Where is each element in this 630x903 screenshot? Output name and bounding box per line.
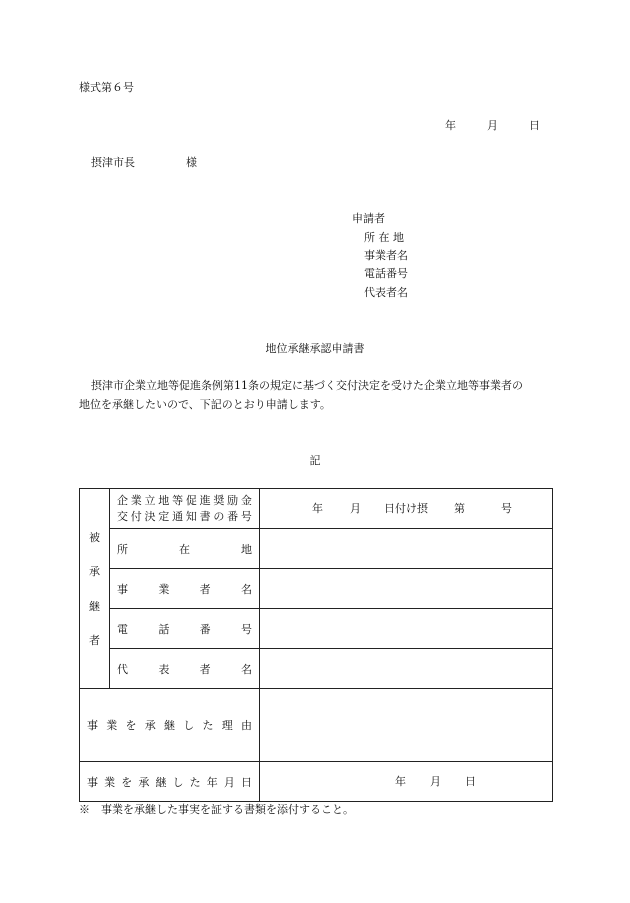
table-row: [80, 529, 553, 569]
notice-label-char: 定: [158, 509, 170, 523]
notice-label-char: 書: [199, 509, 211, 523]
rep-label-cell: [110, 649, 260, 689]
date-label-char: 承: [138, 775, 150, 789]
phone-label-cell: [110, 609, 260, 649]
table-row: [80, 649, 553, 689]
date-year: 年: [445, 119, 456, 132]
phone-input-cell[interactable]: [260, 609, 553, 649]
addressee-honorific: 様: [186, 156, 197, 169]
body-text-line2: 地位を承継したいので、下記のとおり申請します。: [79, 398, 331, 411]
business-name-input-cell[interactable]: [260, 569, 553, 609]
business-label-char: 者: [199, 582, 211, 596]
document-title: 地位承継承認申請書: [265, 342, 365, 355]
phone-label-char: 電: [117, 622, 128, 636]
notice-label-char: 促: [185, 493, 197, 507]
date-label-char: 事: [87, 775, 98, 789]
reason-label-cell: [80, 689, 260, 762]
date-day: 日: [529, 119, 540, 132]
rep-label-char: 者: [199, 662, 211, 676]
form-number: 様式第６号: [79, 81, 134, 94]
reason-label-char: を: [125, 719, 137, 732]
address-label-char: 地: [241, 542, 252, 556]
notice-label-char: 号: [240, 509, 252, 523]
notice-value-cell: [260, 489, 553, 529]
notice-label-char: 業: [130, 493, 142, 507]
table-row: [80, 489, 553, 529]
notice-month: 月: [350, 501, 361, 515]
footnote: ※ 事業を承継した事実を証する書類を添付すること。: [79, 803, 354, 816]
reason-label-char: し: [183, 719, 195, 732]
reason-label-char: 継: [164, 719, 175, 732]
business-label-char: 名: [240, 582, 252, 596]
applicant-phone-label: 電話番号: [364, 267, 408, 280]
table-row: [80, 689, 553, 762]
side-label-char: 継: [89, 599, 100, 613]
business-label-cell: [110, 569, 260, 609]
reason-label-char: 由: [241, 719, 252, 732]
phone-label: [110, 621, 259, 637]
applicant-header: 申請者: [352, 212, 385, 225]
ki-label: 記: [309, 454, 321, 467]
notice-label-char: 奨: [213, 493, 225, 507]
notice-label-char: 交: [117, 509, 128, 523]
notice-label-line1: [117, 493, 252, 509]
phone-label-char: 話: [158, 622, 170, 636]
notice-label-char: 知: [185, 509, 197, 523]
reason-label-char: 業: [106, 719, 118, 732]
notice-label-char: 番: [227, 509, 239, 523]
table-row: [80, 762, 553, 802]
addressee-name: 摂津市長: [91, 156, 135, 169]
notice-label-char: 付: [130, 509, 142, 523]
application-table: [79, 488, 553, 802]
succession-year: 年: [395, 774, 406, 788]
representative-label: [110, 661, 259, 677]
date-label-char: た: [189, 775, 201, 789]
reason-label-char: 承: [144, 719, 156, 732]
addressee: [91, 157, 197, 168]
table-row: [80, 609, 553, 649]
phone-label-char: 番: [199, 622, 211, 636]
date-label-char: し: [172, 775, 184, 789]
side-label: [80, 529, 109, 649]
side-label-cell: [80, 489, 110, 689]
date-label-char: 継: [155, 775, 167, 789]
notice-label-char: 地: [158, 493, 170, 507]
side-label-char: 被: [89, 530, 100, 544]
side-label-char: 承: [89, 565, 100, 579]
notice-label-char: 決: [144, 509, 156, 523]
notice-label-char: の: [213, 509, 225, 523]
table-row: [80, 569, 553, 609]
notice-label-cell: [110, 489, 260, 529]
reason-label-char: た: [202, 719, 214, 732]
applicant-address-label: 所 在 地: [364, 231, 404, 244]
applicant-business-name-label: 事業者名: [364, 249, 408, 262]
rep-label-char: 代: [117, 662, 128, 676]
address-input-cell[interactable]: [260, 529, 553, 569]
succession-date-label: [80, 774, 259, 790]
body-text-line1: 摂津市企業立地等促進条例第11条の規定に基づく交付決定を受けた企業立地等事業者の: [91, 379, 523, 392]
date-label-char: 年: [206, 775, 218, 789]
succession-date-cell[interactable]: [260, 762, 553, 802]
date-month: 月: [487, 119, 498, 132]
phone-label-char: 号: [240, 622, 252, 636]
business-name-label: [110, 581, 259, 597]
rep-label-char: 表: [158, 662, 170, 676]
notice-label-char: 立: [144, 493, 156, 507]
side-label-char: 者: [89, 634, 100, 648]
representative-input-cell[interactable]: [260, 649, 553, 689]
rep-label-char: 名: [240, 662, 252, 676]
notice-label-line2: [117, 509, 252, 525]
date-label-char: 日: [240, 775, 252, 789]
succession-month: 月: [430, 774, 441, 788]
applicant-representative-label: 代表者名: [364, 286, 408, 299]
notice-label-char: 企: [117, 493, 128, 507]
notice-label-char: 金: [240, 493, 252, 507]
notice-go: 号: [501, 501, 512, 515]
notice-dai: 第: [454, 501, 465, 515]
date-label-char: 業: [104, 775, 116, 789]
date-line: [445, 120, 540, 131]
business-label-char: 事: [117, 582, 128, 596]
succession-date-label-cell: [80, 762, 260, 802]
succession-day: 日: [465, 774, 476, 788]
address-label: [110, 541, 259, 557]
reason-label-char: 事: [87, 719, 98, 732]
address-label-char: 所: [117, 542, 128, 556]
notice-dated: 日付け摂: [384, 501, 428, 515]
reason-label: [80, 717, 259, 733]
reason-label-char: 理: [221, 719, 233, 732]
business-label-char: 業: [158, 582, 170, 596]
notice-year: 年: [312, 501, 323, 515]
reason-input-cell[interactable]: [260, 689, 553, 762]
date-label-char: 月: [223, 775, 235, 789]
date-label-char: を: [121, 775, 133, 789]
address-label-cell: [110, 529, 260, 569]
notice-label-char: 励: [227, 493, 239, 507]
address-label-char: 在: [179, 542, 190, 556]
notice-label-char: 等: [172, 493, 184, 507]
notice-label-char: 進: [199, 493, 211, 507]
notice-label-char: 通: [172, 509, 184, 523]
